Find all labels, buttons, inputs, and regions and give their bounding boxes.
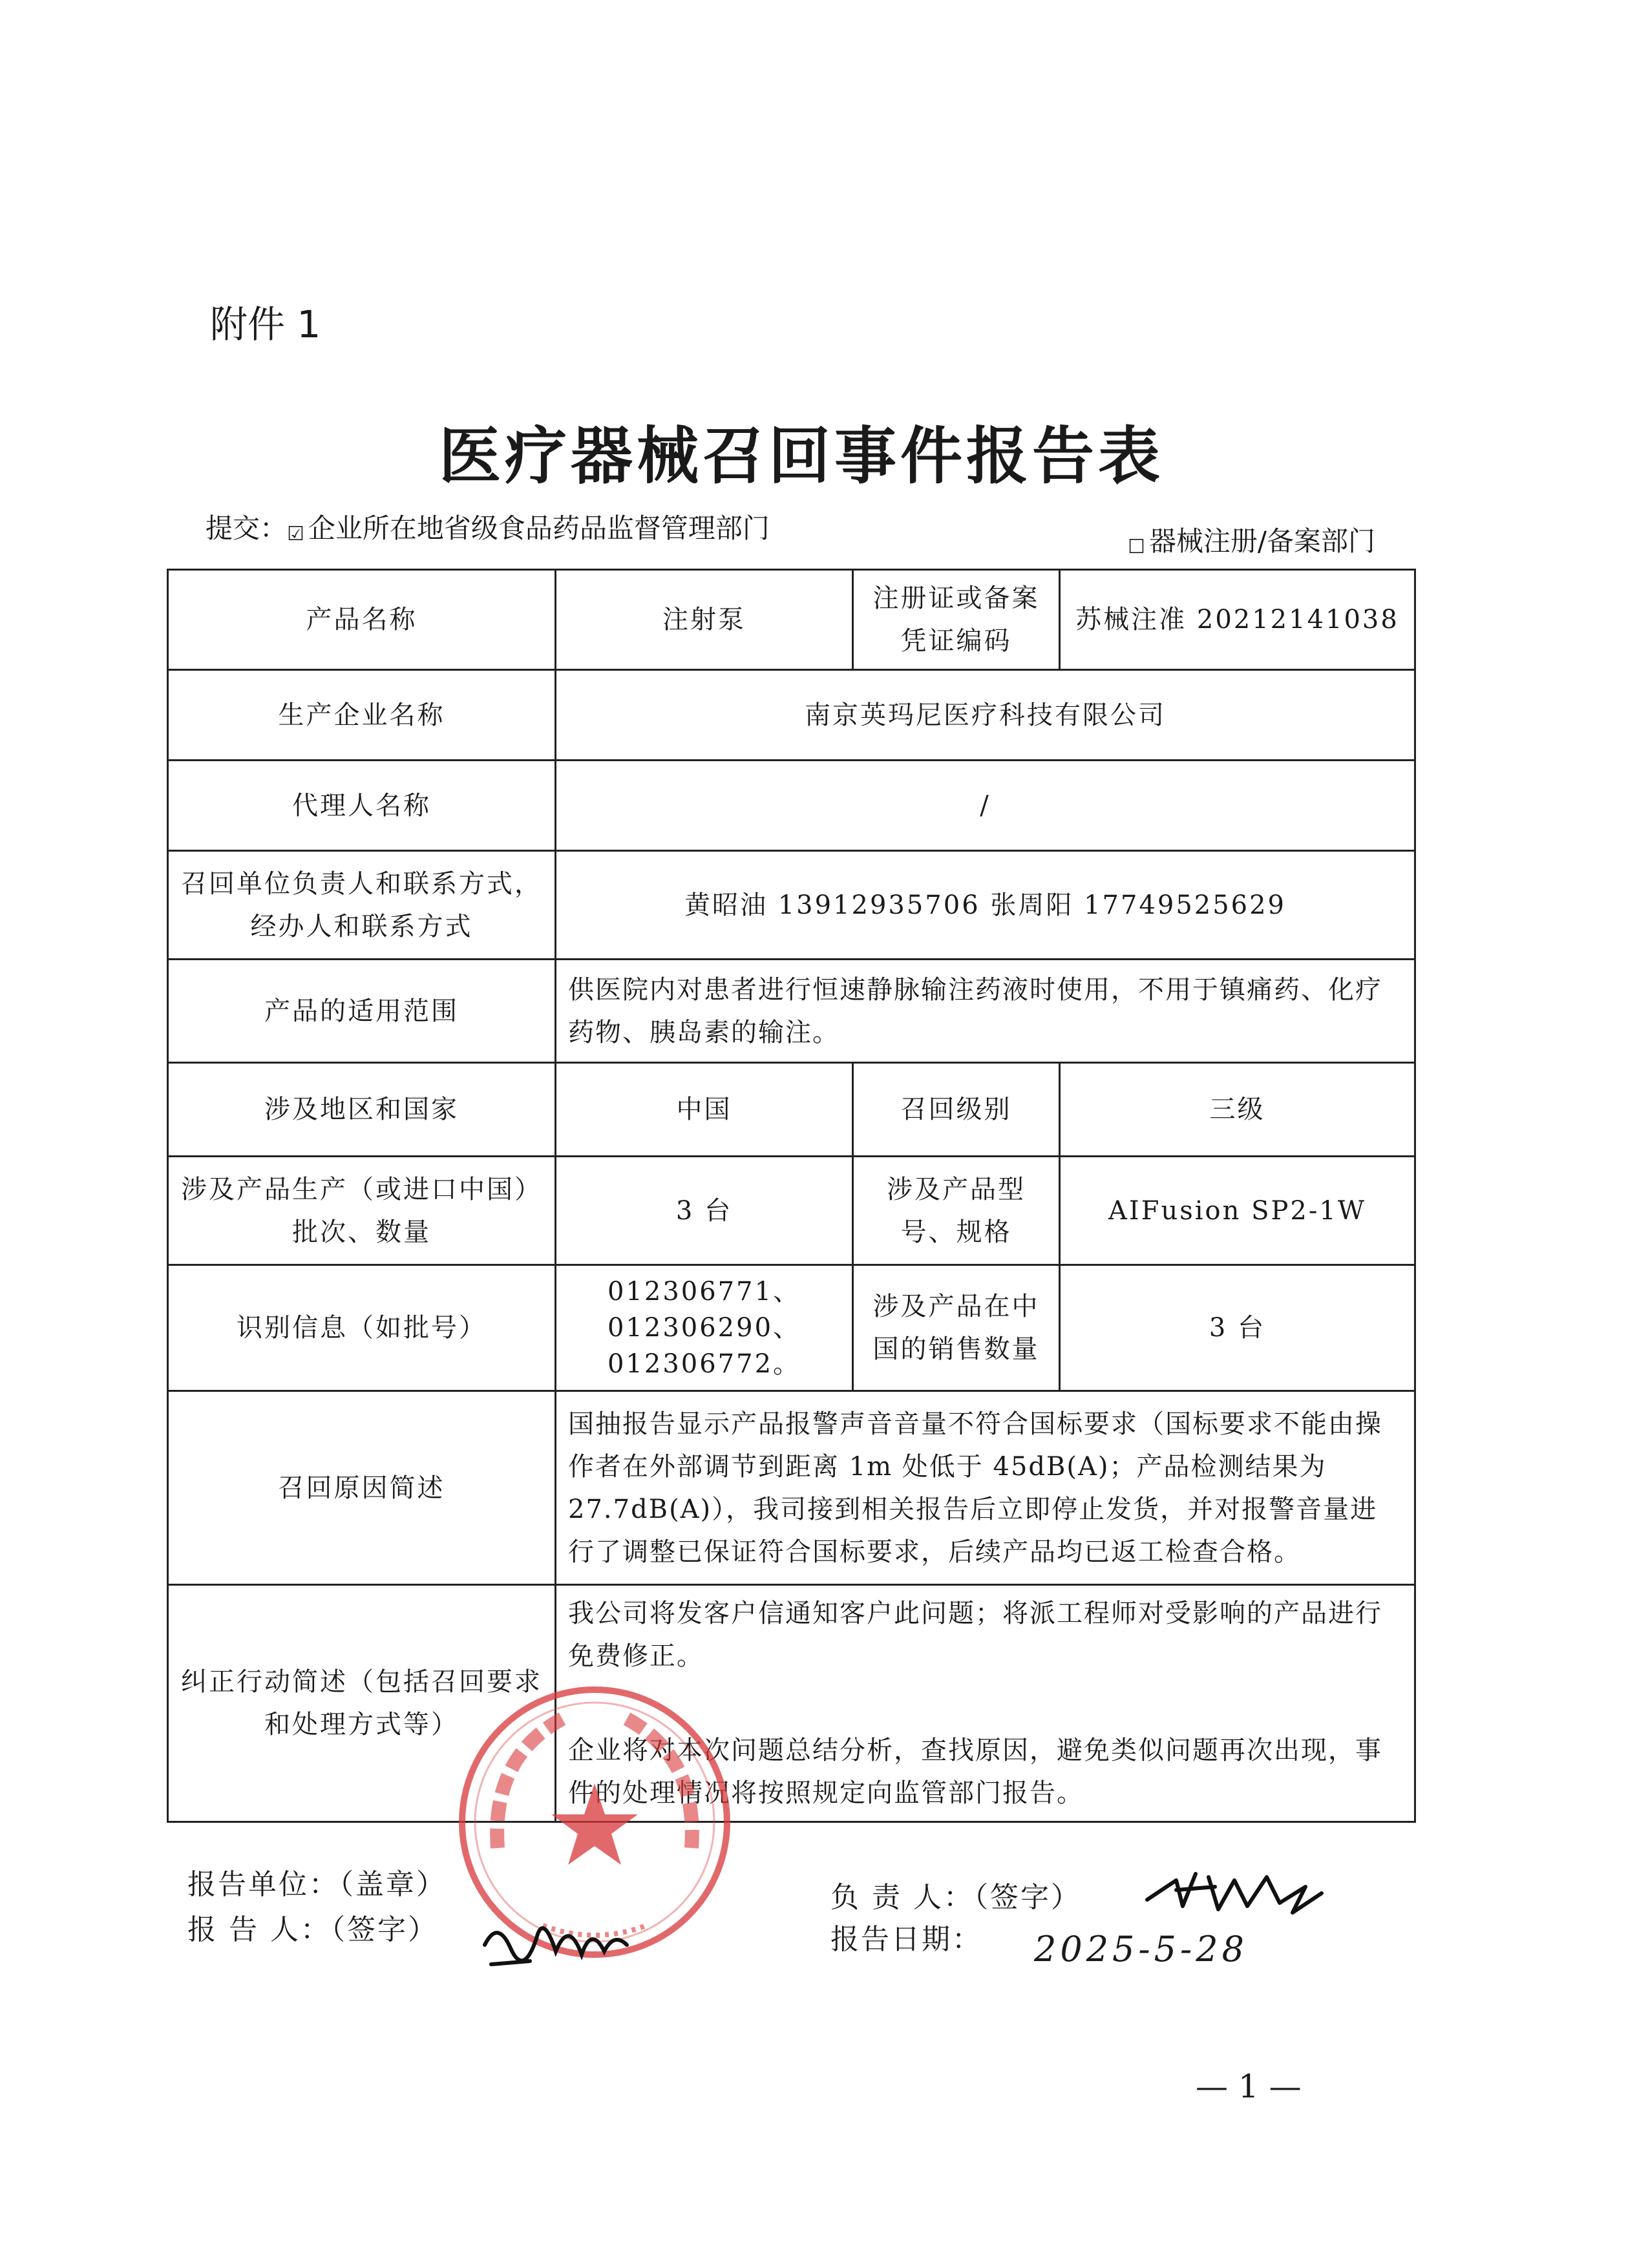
submit-option-registration [1128,520,1375,559]
attachment-label: 附件 1 [210,302,321,346]
manufacturer-label: 生产企业名称 [168,670,556,761]
submit-option-registration-label: 器械注册/备案部门 [1148,525,1376,557]
china-sales-label: 涉及产品在中国的销售数量 [853,1265,1060,1391]
model-value: AIFusion SP2-1W [1060,1157,1415,1265]
seal-star-icon [551,1783,638,1865]
reporter-label: 报 告 人：（签字） [187,1913,438,1946]
recall-level-value: 三级 [1060,1063,1415,1157]
agent-label: 代理人名称 [168,761,556,851]
action-text-1: 我公司将发客户信通知客户此问题；将派工程师对受影响的产品进行免费修正。 [568,1599,1382,1671]
recall-level-label: 召回级别 [853,1063,1060,1157]
region-value: 中国 [556,1063,853,1157]
batch-number-2: 012306290、 [607,1313,801,1343]
action-label: 纠正行动简述（包括召回要求和处理方式等） [168,1585,556,1822]
reporter-signature [478,1900,633,1977]
contact-label: 召回单位负责人和联系方式，经办人和联系方式 [168,851,556,960]
action-text-2: 企业将对本次问题总结分析，查找原因，避免类似问题再次出现，事件的处理情况将按照规定向监管部门报告。 [568,1736,1382,1808]
submit-line [206,507,770,546]
report-date-value: 2025-5-28 [1034,1929,1248,1969]
scope-value: 供医院内对患者进行恒速静脉输注药液时使用，不用于镇痛药、化疗药物、胰岛素的输注。 [556,960,1415,1063]
product-name-value: 注射泵 [556,570,853,670]
id-info-value [556,1265,853,1391]
agent-value: / [556,761,1415,851]
empty-checkbox-icon[interactable]: ☐ [1128,536,1145,558]
contact-value: 黄昭油 13912935706 张周阳 17749525629 [556,851,1415,960]
scope-label: 产品的适用范围 [168,960,556,1063]
recall-report-table [167,569,1416,1823]
region-label: 涉及地区和国家 [168,1063,556,1157]
id-info-label: 识别信息（如批号） [168,1265,556,1391]
china-sales-value: 3 台 [1060,1265,1415,1391]
checked-checkbox-icon[interactable]: ☑ [287,523,304,545]
batch-number-3: 012306772。 [607,1349,801,1379]
principal-signature [1137,1854,1331,1926]
batch-qty-value: 3 台 [556,1157,853,1265]
page-number: — 1 — [1196,2068,1302,2105]
report-date-label: 报告日期： [830,1923,982,1956]
submit-option-provincial: 企业所在地省级食品药品监督管理部门 [308,512,770,544]
reason-label: 召回原因简述 [168,1391,556,1585]
product-name-label: 产品名称 [168,570,556,670]
page-title: 医疗器械召回事件报告表 [439,419,1164,492]
report-unit-label: 报告单位：（盖章） [187,1868,447,1901]
manufacturer-value: 南京英玛尼医疗科技有限公司 [556,670,1415,761]
batch-qty-label: 涉及产品生产（或进口中国）批次、数量 [168,1157,556,1265]
model-label: 涉及产品型号、规格 [853,1157,1060,1265]
principal-label: 负 责 人：（签字） [830,1881,1081,1914]
submit-prefix: 提交： [206,512,288,544]
reg-no-value: 苏械注准 20212141038 [1060,570,1415,670]
reg-no-label: 注册证或备案凭证编码 [853,570,1060,670]
reason-value: 国抽报告显示产品报警声音音量不符合国标要求（国标要求不能由操作者在外部调节到距离 1m 处低于 45dB(A)；产品检测结果为 27.7dB(A)），我司接到相关报告后立即停止发货，并对报警音量进行了调整已保证符合国标要求，后续产品均已返工检查合格。 [556,1391,1415,1585]
batch-number-1: 012306771、 [607,1277,801,1307]
